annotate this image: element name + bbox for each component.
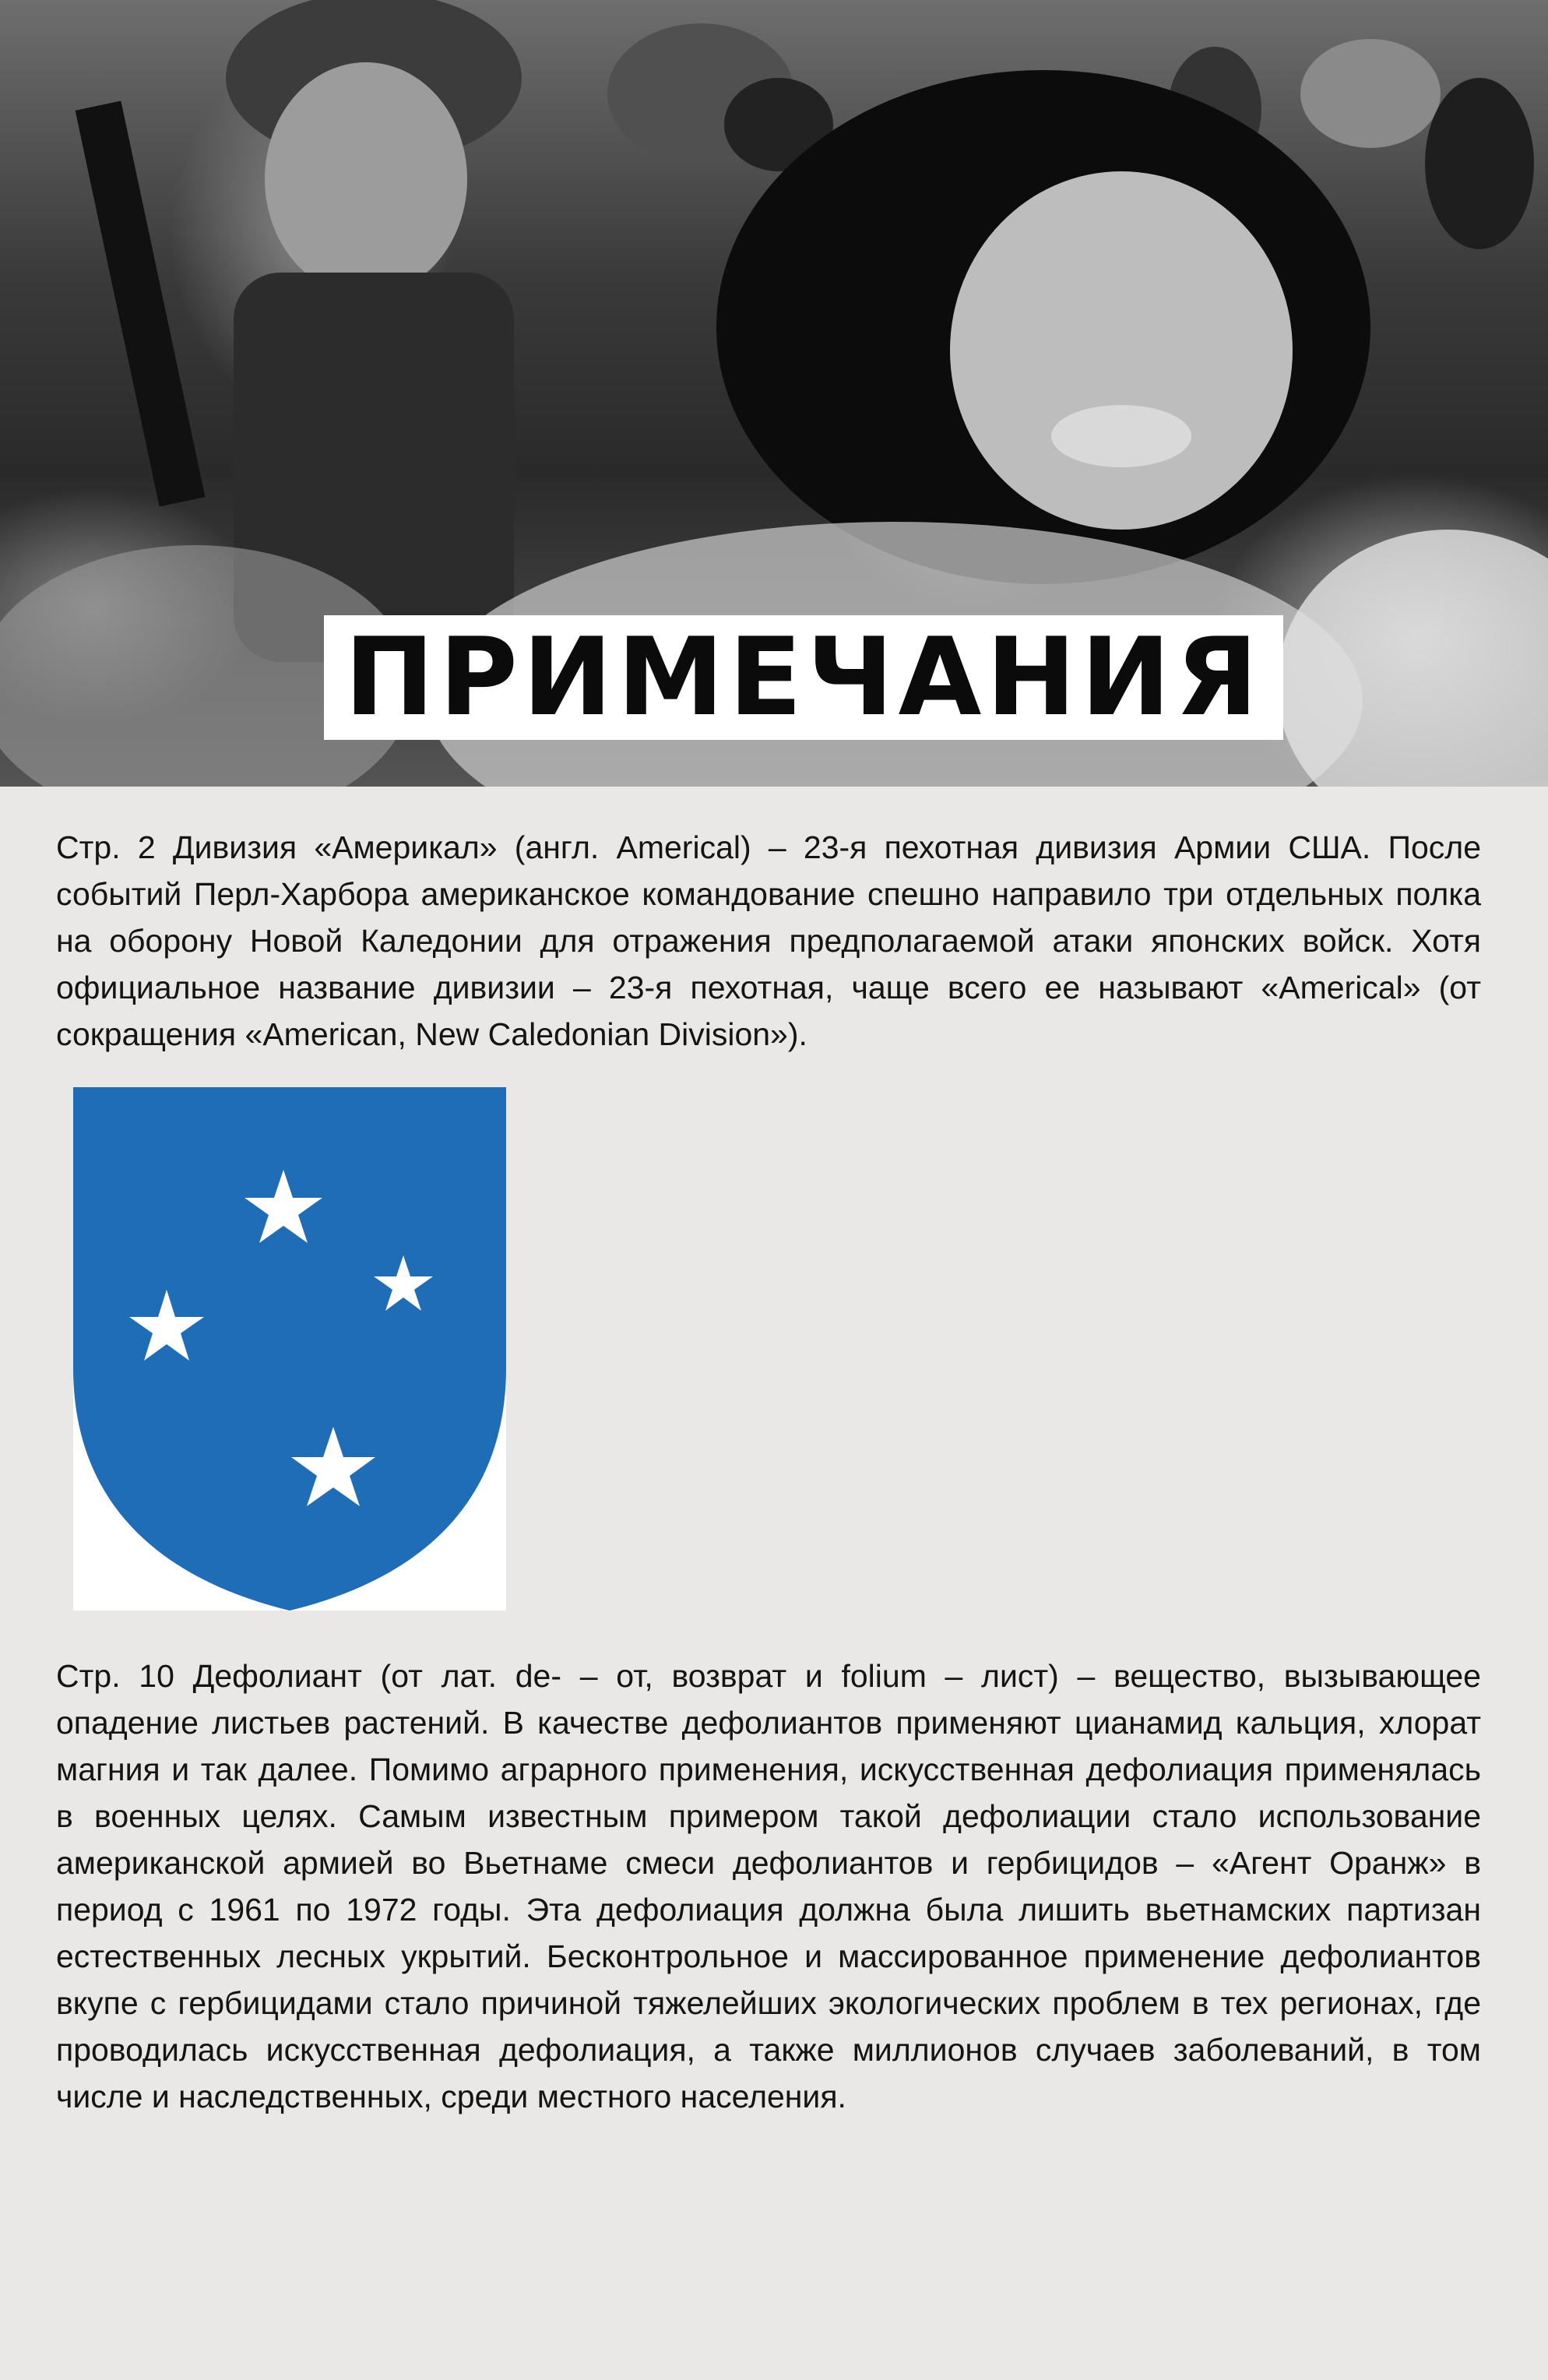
page-title: ПРИМЕЧАНИЯ bbox=[344, 614, 1263, 740]
shield-body bbox=[73, 1087, 506, 1611]
note-defoliant: Стр. 10 Дефолиант (от лат. de- – от, возврат и folium – лист) – вещество, вызывающее опадение листьев растений. В качестве дефолиантов применяют цианамид кальция, хлорат магния и так далее. Помимо аграрного применения, искусственная дефолиация применялась в военных целях. Самым известным примером такой дефолиации стало использование американской армией во Вьетнаме смеси дефолиантов и гербицидов – «Агент Оранж» в период с 1961 по 1972 годы. Эта дефолиация должна была лишить вьетнамских партизан естественных лесных укрытий. Бесконтрольное и массированное применение дефолиантов вкупе с гербицидами стало причиной тяжелейших экологических проблем в тех регионах, где проводилась искусственная дефолиация, а также миллионов случаев заболеваний, в том числе и наследственных, среди местного населения. bbox=[56, 1658, 1481, 2114]
title-banner bbox=[324, 615, 1283, 740]
note-americal: Стр. 2 Дивизия «Америкал» (англ. Americal) – 23-я пехотная дивизия Армии США. После событий Перл-Харбора американское командование спешно направило три отдельных полка на оборону Новой Каледонии для отражения предполагаемой атаки японских войск. Хотя официальное название дивизии – 23-я пехотная, чаще всего ее называют «Americal» (от сокращения «American, New Caledonian Division»). bbox=[56, 829, 1481, 1052]
shield-graphic bbox=[73, 1087, 506, 1611]
americal-shield-icon bbox=[73, 1087, 506, 1611]
header-photo bbox=[0, 0, 1548, 787]
